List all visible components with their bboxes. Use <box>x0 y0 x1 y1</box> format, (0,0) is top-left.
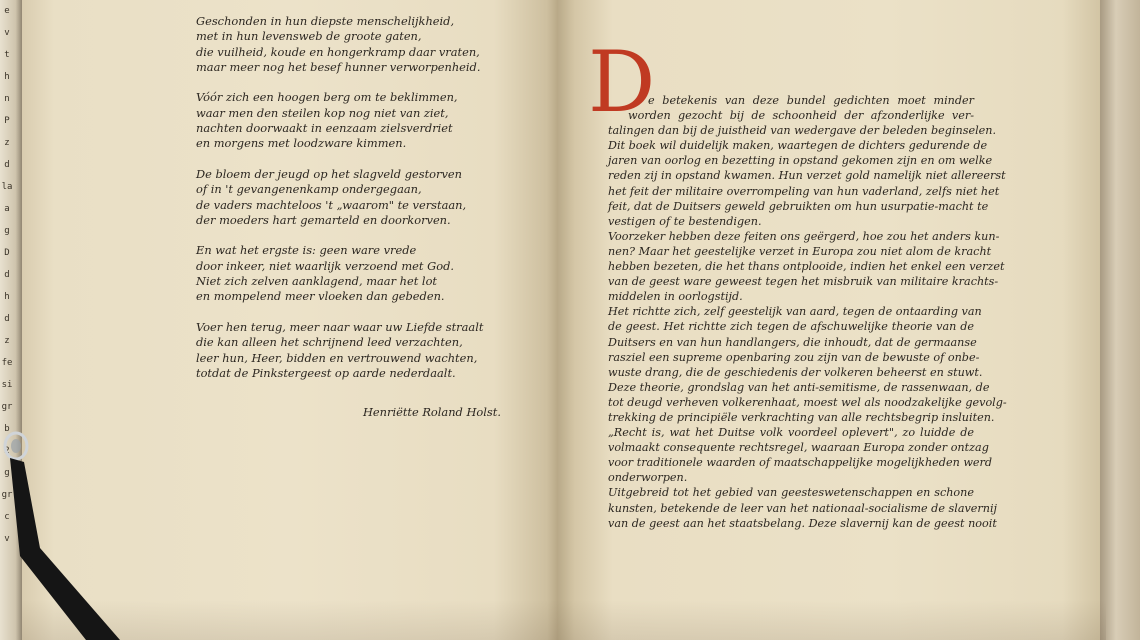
neighbor-page-fragment: gr <box>1 402 13 412</box>
poem-line: en morgens met loodzware kimmen. <box>196 136 407 151</box>
essay-line: onderworpen. <box>608 471 688 485</box>
neighbor-page-fragment: v <box>4 534 10 544</box>
essay-line: worden gezocht bij de schoonheid der afzonderlijke ver- <box>628 109 974 123</box>
essay-line: jaren van oorlog en bezetting in opstand gekomen zijn en om welke <box>608 154 993 168</box>
neighbor-page-fragment: b <box>4 424 10 434</box>
essay-line: feit, dat de Duitsers geweld gebruikten om hun usurpatie-macht te <box>608 199 989 213</box>
essay-text <box>608 93 1007 531</box>
essay-line: van de geest ware geweest tegen het misbruik van militaire krachts- <box>608 275 999 289</box>
essay-line: Het richtte zich, zelf geestelijk van aard, tegen de ontaarding van <box>608 305 982 319</box>
neighbor-page-fragment: la <box>1 182 13 192</box>
neighbor-page-fragment: z <box>4 336 10 346</box>
essay-line: reden zij in opstand kwamen. Hun verzet gold namelijk niet allereerst <box>608 169 1006 183</box>
neighbor-page-fragment: n <box>4 94 10 104</box>
poem-line: De bloem der jeugd op het slagveld gestorven <box>196 166 462 181</box>
essay-line: Duitsers en van hun handlangers, die inhoudt, dat de germaanse <box>608 335 977 349</box>
neighbor-page-fragment: v <box>4 28 10 38</box>
essay-line: hebben bezeten, die het thans ontplooide, indien het enkel een verzet <box>608 260 1005 274</box>
poem-line: totdat de Pinkstergeest op aarde nederdaalt. <box>196 365 456 380</box>
neighbor-page-fragment: h <box>4 292 10 302</box>
essay-line: rasziel een supreme openbaring zou zijn van de bewuste of onbe- <box>608 350 980 364</box>
essay-line: Voorzeker hebben deze feiten ons geërgerd, hoe zou het anders kun- <box>608 229 1000 243</box>
poem-signature: Henriëtte Roland Holst. <box>363 405 501 419</box>
poem-line: Vóór zich een hoogen berg om te beklimmen, <box>196 90 458 105</box>
essay-line: kunsten, betekende de leer van het nationaal-socialisme de slavernij <box>608 501 998 515</box>
neighbor-page-fragment: g <box>4 226 10 236</box>
poem-line: Geschonden in hun diepste menschelijkheid, <box>196 14 455 28</box>
poem-line: maar meer nog het besef hunner verworpenheid. <box>196 59 481 74</box>
neighbor-page-fragment: t <box>4 50 10 60</box>
poem-line: leer hun, Heer, bidden en vertrouwend wachten, <box>196 350 478 365</box>
essay-line: volmaakt consequente rechtsregel, waaraan Europa zonder ontzag <box>608 441 989 455</box>
essay-line: tot deugd verheven volkerenhaat, moest wel als noodzakelijke gevolg- <box>608 395 1007 409</box>
essay-line: Deze theorie, grondslag van het anti-semitisme, de rassenwaan, de <box>608 380 990 394</box>
essay-line: talingen dan bij de juistheid van wedergave der beleden beginselen. <box>608 124 997 138</box>
neighbor-page-fragment: d <box>4 314 10 324</box>
neighbor-page-fragment: h <box>4 72 10 82</box>
neighbor-page-fragment: e <box>4 6 10 16</box>
neighbor-page-fragment: gr <box>1 490 13 500</box>
neighbor-page-fragment: a <box>4 204 10 214</box>
essay-line: trekking de principiële verkrachting van alle rechtsbegrip insluiten. <box>608 410 995 424</box>
neighbor-page-fragment: d <box>4 160 10 170</box>
clip-strap <box>10 458 120 640</box>
essay-line: vestigen of te bestendigen. <box>608 214 762 228</box>
poem-line: die vuilheid, koude en hongerkramp daar vraten, <box>196 44 480 59</box>
poem-stanza <box>196 243 516 304</box>
poem-line: waar men den steilen kop nog niet van ziet, <box>196 105 449 120</box>
essay-line: Dit boek wil duidelijk maken, waartegen de dichters gedurende de <box>608 139 988 153</box>
drop-cap-initial: D <box>588 33 656 131</box>
neighbor-page-fragment: d <box>4 270 10 280</box>
neighbor-page-fragment: D <box>4 248 10 258</box>
page-shadow <box>22 600 1106 640</box>
poem-line: met in hun levensweb de groote gaten, <box>196 29 422 44</box>
clip-ring-inner <box>11 439 21 453</box>
poem-stanza <box>196 14 516 75</box>
essay-line: „Recht is, wat het Duitse volk voordeel oplevert", zo luidde de <box>608 426 974 440</box>
poem-line: en mompelend meer vloeken dan gebeden. <box>196 289 445 304</box>
poem-line: nachten doorwaakt in eenzaam zielsverdriet <box>196 121 453 136</box>
poem-line: Voer hen terug, meer naar waar uw Liefde straalt <box>196 319 484 334</box>
neighbor-page-fragment: fe <box>1 358 13 368</box>
poem-stanza <box>196 167 516 228</box>
essay-line: het feit der militaire overrompeling van hun vaderland, zelfs niet het <box>608 184 1000 198</box>
poem-stanza <box>196 90 516 151</box>
poem-stanza <box>196 320 516 381</box>
essay-line: voor traditionele waarden of maatschappelijke mogelijkheden werd <box>608 456 993 470</box>
poem-line: of in 't gevangenenkamp ondergegaan, <box>196 182 422 197</box>
essay-line: wuste drang, die de geschiedenis der volkeren beheerst en stuwt. <box>608 365 983 379</box>
essay-line: Uitgebreid tot het gebied van geesteswetenschappen en schone <box>608 486 974 500</box>
essay-line: van de geest aan het staatsbelang. Deze slavernij kan de geest nooit <box>608 516 997 530</box>
neighbor-page-fragment: P <box>4 116 10 126</box>
neighbor-page-fragment: 2 <box>4 446 10 456</box>
page-holder-clip <box>0 428 140 640</box>
poem-line: der moeders hart gemarteld en doorkorven. <box>196 212 451 227</box>
poem-line: die kan alleen het schrijnend leed verzachten, <box>196 335 463 350</box>
neighbor-page-fragment: c <box>4 512 10 522</box>
essay-line: nen? Maar het geestelijke verzet in Europa zou niet alom de kracht <box>608 244 992 258</box>
poem-line: de vaders machteloos 't „waarom" te verstaan, <box>196 197 467 212</box>
poem-line: En wat het ergste is: geen ware vrede <box>196 243 417 258</box>
poem-line: door inkeer, niet waarlijk verzoend met God. <box>196 258 454 273</box>
neighbor-page-fragment: z <box>4 138 10 148</box>
neighbor-page-fragment: si <box>1 380 13 390</box>
neighbor-page-fragment: g <box>4 468 10 478</box>
essay-line: middelen in oorlogstijd. <box>608 290 743 304</box>
poem <box>196 14 516 396</box>
essay-line: e betekenis van deze bundel gedichten moet minder <box>648 94 974 107</box>
right-book-edge <box>1100 0 1140 640</box>
poem-line: Niet zich zelven aanklagend, maar het lot <box>196 274 438 289</box>
essay-line: de geest. Het richtte zich tegen de afschuwelijke theorie van de <box>608 320 974 334</box>
